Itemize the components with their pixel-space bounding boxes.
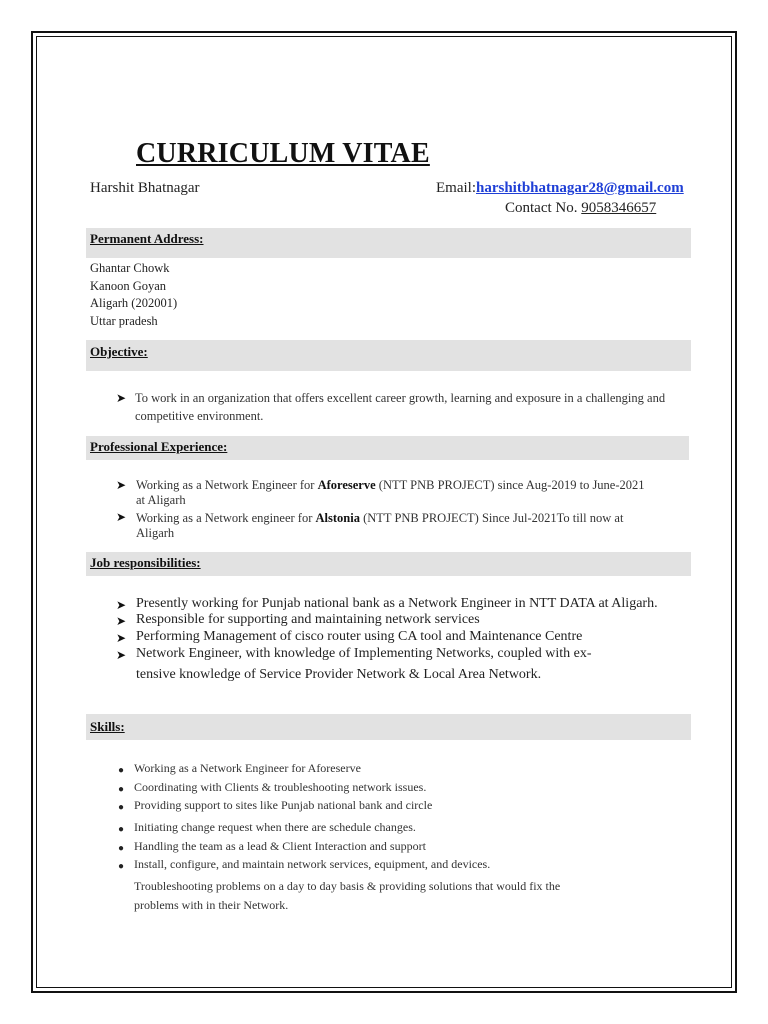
contact-line	[505, 200, 656, 217]
skill-item: Providing support to sites like Punjab national bank and circle	[134, 798, 433, 812]
contact-label: Contact No.	[505, 200, 578, 216]
section-heading-objective: Objective:	[86, 340, 691, 371]
responsibility-item: Presently working for Punjab national bank as a Network Engineer in NTT DATA at Aligarh.	[136, 596, 658, 611]
experience-item: Working as a Network Engineer for Aforeserve (NTT PNB PROJECT) since Aug-2019 to June-2021	[136, 478, 645, 492]
responsibility-item: Network Engineer, with knowledge of Implementing Networks, coupled with ex-	[136, 646, 592, 661]
arrow-bullet-icon: ➤	[116, 648, 127, 662]
arrow-bullet-icon: ➤	[116, 631, 127, 645]
skill-item-continuation: Troubleshooting problems on a day to day basis & providing solutions that would fix the	[134, 879, 561, 893]
candidate-name: Harshit Bhatnagar	[90, 180, 200, 196]
email-link[interactable]: harshitbhatnagar28@gmail.com	[476, 180, 684, 196]
arrow-bullet-icon: ➤	[116, 478, 127, 492]
responsibility-item: Performing Management of cisco router using CA tool and Maintenance Centre	[136, 629, 583, 644]
arrow-bullet-icon: ➤	[116, 614, 127, 628]
bullet-dot-icon: ●	[118, 765, 125, 776]
address-block	[90, 260, 177, 330]
experience-item-continuation: Aligarh	[136, 526, 175, 540]
arrow-bullet-icon: ➤	[116, 598, 127, 612]
objective-text-line: competitive environment.	[135, 409, 264, 423]
skill-item: Working as a Network Engineer for Aforeserve	[134, 761, 361, 775]
responsibility-item: Responsible for supporting and maintaining network services	[136, 612, 480, 627]
objective-text-line: To work in an organization that offers excellent career growth, learning and exposure in a challenging and	[135, 391, 666, 405]
email-line	[436, 180, 684, 197]
email-label: Email:	[436, 180, 476, 196]
contact-number: 9058346657	[581, 200, 657, 216]
company-name: Aforeserve	[317, 478, 376, 492]
section-heading-skills: Skills:	[86, 714, 691, 740]
skill-item: Coordinating with Clients & troubleshooting network issues.	[134, 780, 427, 794]
skill-item: Handling the team as a lead & Client Interaction and support	[134, 839, 426, 853]
section-heading-job-responsibilities: Job responsibilities:	[86, 552, 691, 576]
section-heading-permanent-address: Permanent Address:	[86, 228, 691, 258]
address-line: Uttar pradesh	[90, 313, 158, 328]
experience-item: Working as a Network engineer for Alstonia (NTT PNB PROJECT) Since Jul-2021To till now at	[136, 511, 624, 525]
arrow-bullet-icon: ➤	[116, 391, 127, 405]
bullet-dot-icon: ●	[118, 824, 125, 835]
address-line: Aligarh (202001)	[90, 296, 178, 310]
skill-item: Install, configure, and maintain network services, equipment, and devices.	[134, 857, 491, 871]
bullet-dot-icon: ●	[118, 802, 125, 813]
skill-item: Initiating change request when there are schedule changes.	[134, 820, 416, 834]
bullet-dot-icon: ●	[118, 784, 125, 795]
experience-item-continuation: at Aligarh	[136, 493, 186, 507]
company-name: Alstonia	[315, 511, 360, 525]
address-line: Kanoon Goyan	[90, 278, 167, 293]
address-line: Ghantar Chowk	[90, 261, 170, 275]
document-title: CURRICULUM VITAE	[136, 138, 430, 169]
responsibility-item-continuation: tensive knowledge of Service Provider Network & Local Area Network.	[136, 667, 542, 682]
arrow-bullet-icon: ➤	[116, 510, 127, 524]
skill-item-continuation: problems with in their Network.	[134, 898, 289, 912]
bullet-dot-icon: ●	[118, 843, 125, 854]
bullet-dot-icon: ●	[118, 861, 125, 872]
section-heading-professional-experience: Professional Experience:	[86, 436, 689, 460]
